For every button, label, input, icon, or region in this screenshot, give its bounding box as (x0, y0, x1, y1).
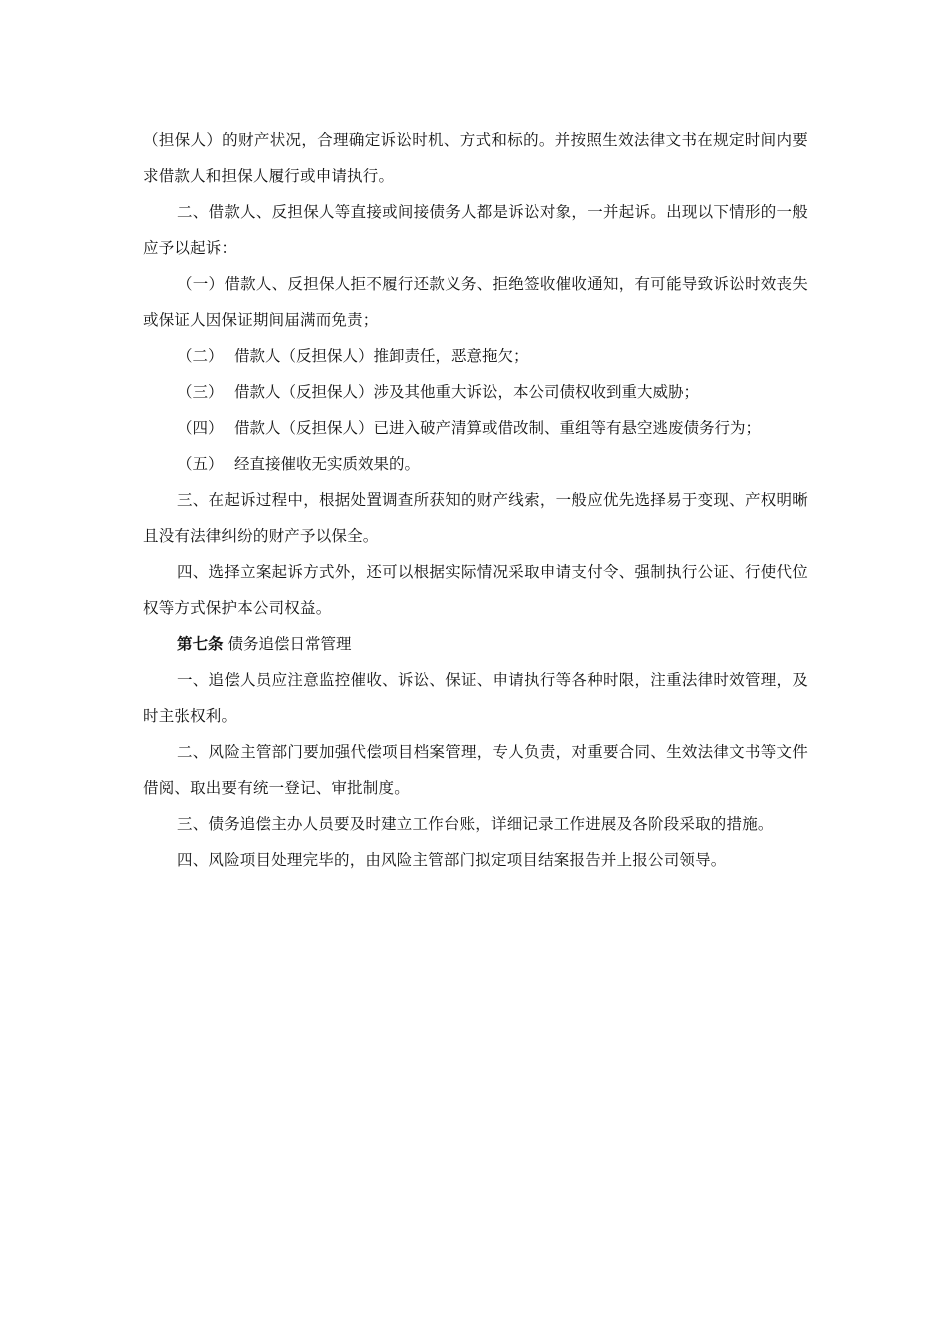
list-item-number: （三） (177, 383, 224, 401)
document-body (143, 122, 808, 878)
paragraph-article7-one: 一、追偿人员应注意监控催收、诉讼、保证、申请执行等各种时限，注重法律时效管理，及时主张权利。 (143, 671, 808, 725)
list-item-text: 经直接催收无实质效果的。 (234, 455, 421, 473)
list-item-number: （二） (177, 347, 224, 365)
list-item (143, 446, 808, 482)
paragraph-section-three: 三、在起诉过程中，根据处置调查所获知的财产线索，一般应优先选择易于变现、产权明晰且没有法律纠纷的财产予以保全。 (143, 491, 808, 545)
paragraph-guarantor-status: （担保人）的财产状况，合理确定诉讼时机、方式和标的。并按照生效法律文书在规定时间内要求借款人和担保人履行或申请执行。 (143, 131, 808, 185)
paragraph-item-one: （一）借款人、反担保人拒不履行还款义务、拒绝签收催收通知，有可能导致诉讼时效丧失或保证人因保证期间届满而免责； (143, 275, 808, 329)
paragraph-article7-four: 四、风险项目处理完毕的，由风险主管部门拟定项目结案报告并上报公司领导。 (177, 851, 727, 869)
paragraph-article7-three: 三、债务追偿主办人员要及时建立工作台账，详细记录工作进展及各阶段采取的措施。 (177, 815, 774, 833)
list-item (143, 338, 808, 374)
paragraph-section-two: 二、借款人、反担保人等直接或间接债务人都是诉讼对象，一并起诉。出现以下情形的一般应予以起诉： (143, 203, 808, 257)
list-item (143, 410, 808, 446)
list-item-number: （四） (177, 419, 224, 437)
list-item-text: 借款人（反担保人）推卸责任，恶意拖欠； (234, 347, 529, 365)
list-item-text: 借款人（反担保人）已进入破产清算或借改制、重组等有悬空逃废债务行为； (234, 419, 762, 437)
paragraph-article7-two: 二、风险主管部门要加强代偿项目档案管理，专人负责，对重要合同、生效法律文书等文件借阅、取出要有统一登记、审批制度。 (143, 743, 808, 797)
paragraph-section-four: 四、选择立案起诉方式外，还可以根据实际情况采取申请支付令、强制执行公证、行使代位权等方式保护本公司权益。 (143, 563, 808, 617)
list-item (143, 374, 808, 410)
article-heading (143, 626, 808, 662)
list-item-text: 借款人（反担保人）涉及其他重大诉讼，本公司债权收到重大威胁； (234, 383, 700, 401)
article-title: 债务追偿日常管理 (227, 635, 352, 653)
article-label: 第七条 (177, 634, 224, 653)
list-item-number: （五） (177, 455, 224, 473)
